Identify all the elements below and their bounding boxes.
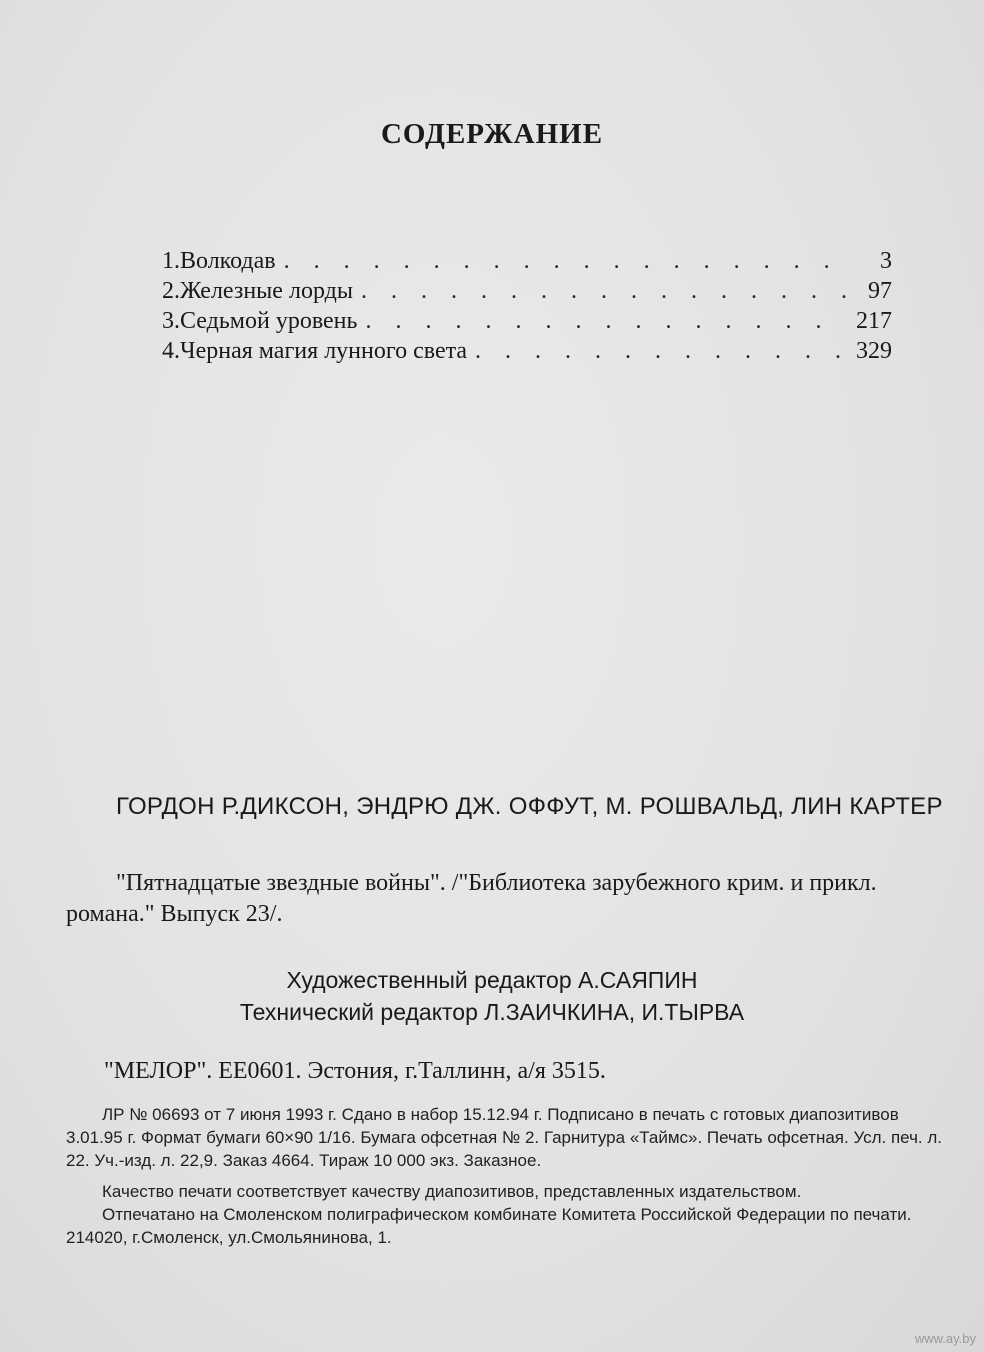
- editors-block: [0, 964, 984, 1028]
- art-editor: Художественный редактор А.САЯПИН: [286, 967, 698, 993]
- series-line: "Пятнадцатые звездные войны". /"Библиотека зарубежного крим. и прикл. романа." Выпуск 23/.: [66, 870, 877, 927]
- toc-item-number: 3.: [162, 308, 180, 334]
- table-of-contents: [162, 248, 892, 368]
- toc-item-title: Железные лорды: [180, 278, 353, 304]
- technical-editor: Технический редактор Л.ЗАИЧКИНА, И.ТЫРВА: [239, 999, 745, 1025]
- toc-item: [162, 278, 892, 308]
- toc-item-page: 217: [856, 308, 892, 334]
- watermark: www.ay.by: [914, 1331, 976, 1346]
- toc-item-title: Седьмой уровень: [180, 308, 358, 334]
- toc-item: [162, 308, 892, 338]
- toc-item-number: 2.: [162, 278, 180, 304]
- toc-item-number: 4.: [162, 338, 180, 364]
- toc-title: СОДЕРЖАНИЕ: [380, 118, 604, 150]
- print-quality-note: Качество печати соответствует качеству диапозитивов, представленных издательством.: [102, 1182, 802, 1201]
- toc-item-title: Волкодав: [180, 248, 276, 274]
- toc-item-page: 329: [856, 338, 892, 364]
- printing-house-note: Отпечатано на Смоленском полиграфическом комбинате Комитета Российской Федерации по печати. 214020, г.Смоленск, ул.Смольянинова, 1.: [66, 1205, 912, 1247]
- toc-item-number: 1.: [162, 248, 180, 274]
- print-details: ЛР № 06693 от 7 июня 1993 г. Сдано в набор 15.12.94 г. Подписано в печать с готовых диапозитивов 3.01.95 г. Формат бумаги 60×90 1/16. Бумага офсетная № 2. Гарнитура «Таймс». Печать офсетная. Усл. печ. л. 22. Уч.-изд. л. 22,9. Заказ 4664. Тираж 10 000 экз. Заказное.: [66, 1105, 943, 1170]
- publisher-address: "МЕЛОР". ЕЕ0601. Эстония, г.Таллинн, а/я 3515.: [104, 1058, 606, 1084]
- toc-item: [162, 338, 892, 368]
- toc-item: [162, 248, 892, 278]
- imprint-block: [66, 1103, 946, 1249]
- toc-item-title: Черная магия лунного света: [180, 338, 468, 364]
- toc-item-page: 97: [868, 278, 892, 304]
- dot-leader: [361, 278, 846, 305]
- dot-leader: [284, 248, 846, 275]
- dot-leader: [475, 338, 846, 365]
- toc-item-page: 3: [880, 248, 892, 274]
- dot-leader: [365, 308, 846, 335]
- authors-line: ГОРДОН Р.ДИКСОН, ЭНДРЮ ДЖ. ОФФУТ, М. РОШВАЛЬД, ЛИН КАРТЕР: [116, 793, 943, 820]
